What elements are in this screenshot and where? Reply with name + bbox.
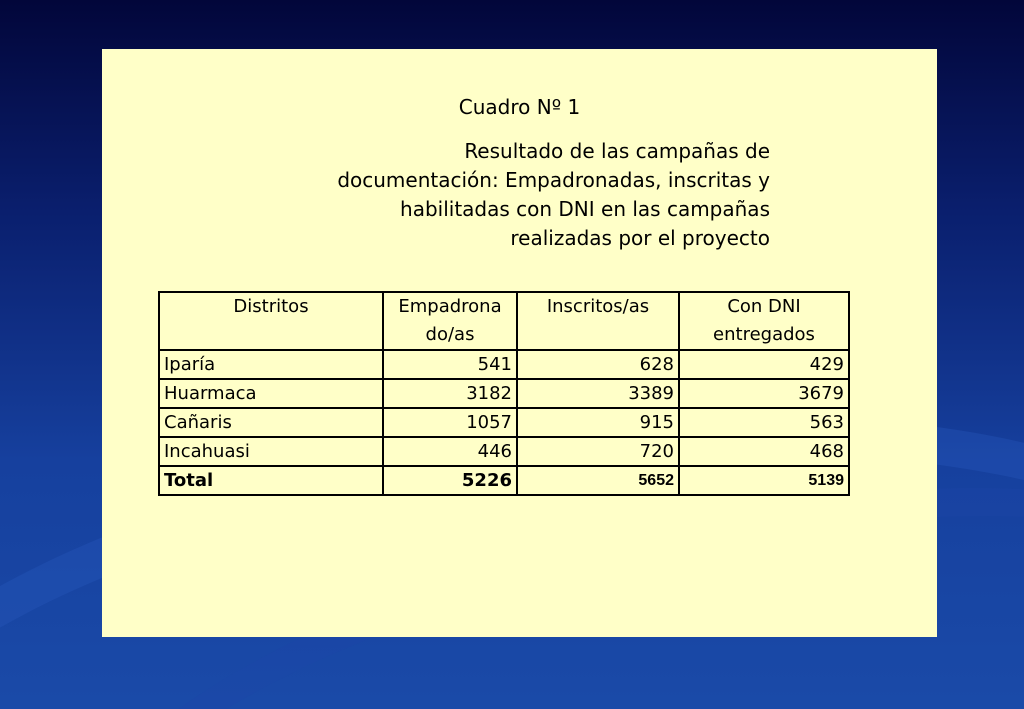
table-row [159, 437, 849, 466]
con-dni-cell: 3679 [679, 379, 849, 408]
total-label: Total [159, 466, 383, 495]
table-description [262, 137, 770, 253]
description-line: realizadas por el proyecto [510, 226, 770, 250]
table-row [159, 350, 849, 379]
description-line: Resultado de las campañas de [464, 139, 770, 163]
header-con-dni: Con DNI entregados [679, 292, 849, 350]
total-row [159, 466, 849, 495]
inscritos-cell: 3389 [517, 379, 679, 408]
total-con-dni: 5139 [679, 466, 849, 495]
district-cell: Iparía [159, 350, 383, 379]
slide-panel [102, 49, 937, 637]
results-table [158, 291, 850, 496]
description-line: documentación: Empadronadas, inscritas y [337, 168, 770, 192]
header-distritos: Distritos [159, 292, 383, 350]
con-dni-cell: 429 [679, 350, 849, 379]
total-inscritos: 5652 [517, 466, 679, 495]
header-empadronados: Empadrona do/as [383, 292, 517, 350]
district-cell: Cañaris [159, 408, 383, 437]
table-row [159, 379, 849, 408]
district-cell: Huarmaca [159, 379, 383, 408]
con-dni-cell: 468 [679, 437, 849, 466]
header-row [159, 292, 849, 350]
empadronados-cell: 541 [383, 350, 517, 379]
inscritos-cell: 720 [517, 437, 679, 466]
empadronados-cell: 3182 [383, 379, 517, 408]
table-caption: Cuadro Nº 1 [458, 95, 581, 119]
empadronados-cell: 446 [383, 437, 517, 466]
header-inscritos: Inscritos/as [517, 292, 679, 350]
inscritos-cell: 915 [517, 408, 679, 437]
table-row [159, 408, 849, 437]
inscritos-cell: 628 [517, 350, 679, 379]
district-cell: Incahuasi [159, 437, 383, 466]
empadronados-cell: 1057 [383, 408, 517, 437]
description-line: habilitadas con DNI en las campañas [400, 197, 770, 221]
total-empadronados: 5226 [383, 466, 517, 495]
con-dni-cell: 563 [679, 408, 849, 437]
